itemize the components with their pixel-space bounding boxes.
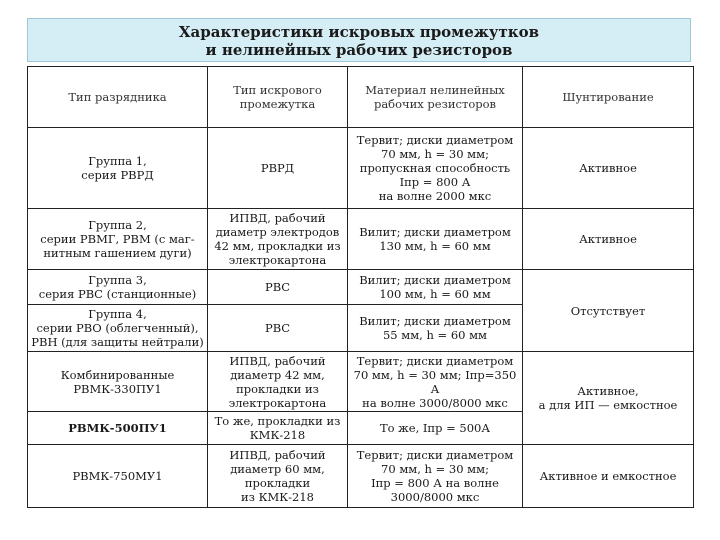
cell-type: Группа 4, серии РВО (облегченный), РВН (для защиты нейтрали): [28, 305, 208, 352]
document-frame: [27, 18, 693, 514]
cell-shunt: Активное, а для ИП — емкостное: [523, 352, 694, 445]
cell-type: РВМК-500ПУ1: [28, 412, 208, 445]
table-row: [28, 352, 694, 412]
cell-type: Группа 3, серия РВС (станционные): [28, 270, 208, 305]
title-line-2: и нелинейных рабочих резисторов: [205, 41, 513, 59]
title-banner: [27, 18, 691, 62]
cell-type: Группа 2, серии РВМГ, РВМ (с маг- нитным гашением дуги): [28, 209, 208, 270]
cell-gap: РВРД: [208, 128, 348, 209]
table-row: [28, 270, 694, 305]
cell-shunt: Отсутствует: [523, 270, 694, 352]
title-line-1: Характеристики искровых промежутков: [178, 23, 540, 41]
characteristics-table: [27, 66, 694, 508]
cell-material: Тервит; диски диаметром 70 мм, h = 30 мм; пропускная способность Iпр = 800 А на волне 2000 мкс: [348, 128, 523, 209]
cell-type: Группа 1, серия РВРД: [28, 128, 208, 209]
cell-gap: ИПВД, рабочий диаметр электродов 42 мм, прокладки из электрокартона: [208, 209, 348, 270]
table-header-row: [28, 67, 694, 128]
table-row: [28, 128, 694, 209]
cell-gap: ИПВД, рабочий диаметр 60 мм, прокладки из КМК-218: [208, 445, 348, 508]
cell-shunt: Активное и емкостное: [523, 445, 694, 508]
cell-shunt: Активное: [523, 128, 694, 209]
header-shunt: Шунтирование: [523, 67, 694, 128]
cell-shunt: Активное: [523, 209, 694, 270]
cell-material: Тервит; диски диаметром 70 мм, h = 30 мм; Iпр=350 А на волне 3000/8000 мкс: [348, 352, 523, 412]
table-row: [28, 209, 694, 270]
header-material: Материал нелинейных рабочих резисторов: [348, 67, 523, 128]
header-type: Тип разрядника: [28, 67, 208, 128]
cell-material: Тервит; диски диаметром 70 мм, h = 30 мм; Iпр = 800 А на волне 3000/8000 мкс: [348, 445, 523, 508]
header-gap: Тип искрового промежутка: [208, 67, 348, 128]
cell-material: Вилит; диски диаметром 55 мм, h = 60 мм: [348, 305, 523, 352]
table-row: [28, 445, 694, 508]
cell-material: Вилит; диски диаметром 100 мм, h = 60 мм: [348, 270, 523, 305]
cell-material: Вилит; диски диаметром 130 мм, h = 60 мм: [348, 209, 523, 270]
cell-gap: РВС: [208, 270, 348, 305]
cell-type: Комбинированные РВМК-330ПУ1: [28, 352, 208, 412]
cell-type: РВМК-750МУ1: [28, 445, 208, 508]
cell-gap: ИПВД, рабочий диаметр 42 мм, прокладки из электрокартона: [208, 352, 348, 412]
cell-gap: РВС: [208, 305, 348, 352]
cell-gap: То же, прокладки из КМК-218: [208, 412, 348, 445]
cell-material: То же, Iпр = 500А: [348, 412, 523, 445]
